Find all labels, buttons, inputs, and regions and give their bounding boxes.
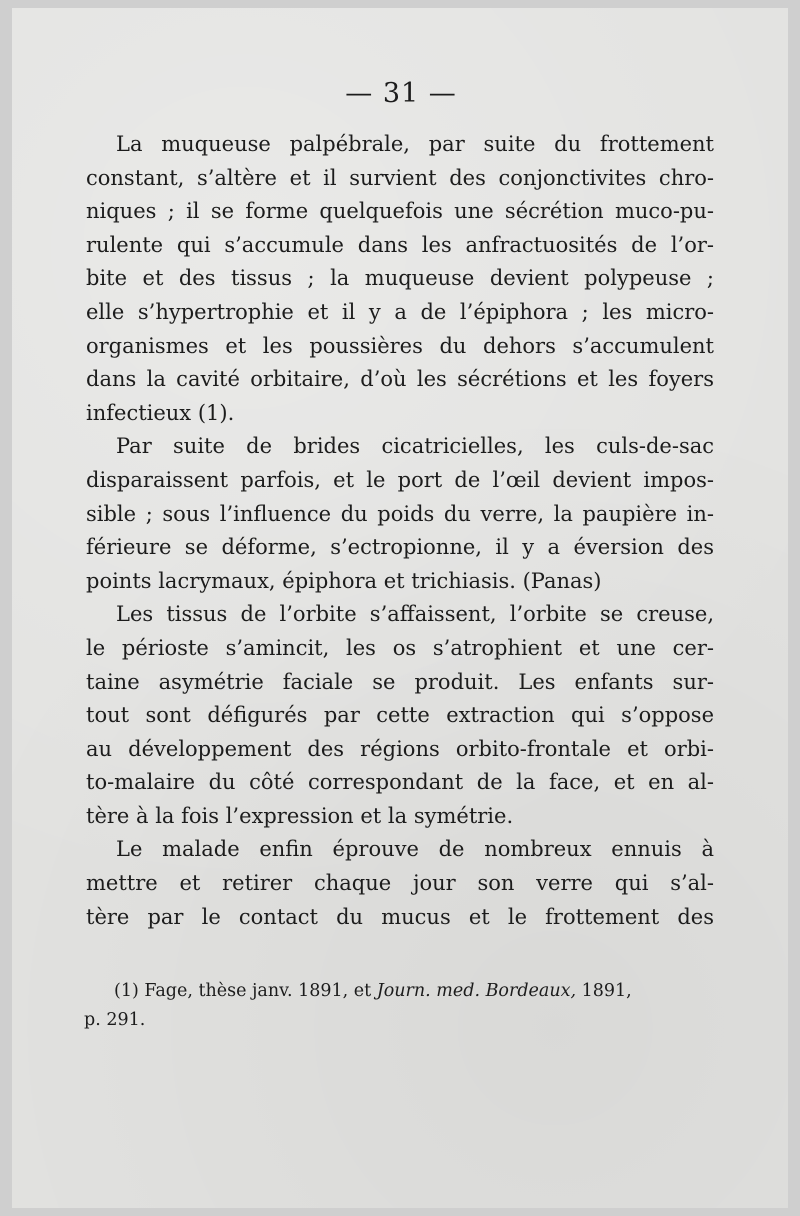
text-line: constant, s’altère et il survient des conjonctivites chro- [86, 165, 714, 190]
text-line: tère par le contact du mucus et le frottement des [86, 904, 714, 929]
text-line: Le malade enfin éprouve de nombreux ennuis à [116, 837, 714, 862]
footnote-journal: Journ. med. Bordeaux, [376, 981, 577, 1001]
paragraph-4 [86, 833, 714, 934]
text-line: bite et des tissus ; la muqueuse devient polypeuse ; [86, 266, 714, 291]
text-line: organismes et les poussières du dehors s’accumulent [86, 333, 714, 358]
footnote-line-1 [84, 977, 714, 1006]
text-line: elle s’hypertrophie et il y a de l’épiphora ; les micro- [86, 299, 714, 324]
text-line: au développement des régions orbito-frontale et orbi- [86, 736, 714, 761]
text-line: points lacrymaux, épiphora et trichiasis. (Panas) [86, 568, 602, 593]
paragraph-1 [86, 128, 714, 430]
page-number: — 31 — [345, 78, 457, 109]
text-line: dans la cavité orbitaire, d’où les sécrétions et les foyers [86, 367, 714, 392]
footnote-line-2: p. 291. [84, 1010, 146, 1030]
footnote [84, 977, 714, 1035]
text-line: Par suite de brides cicatricielles, les culs-de-sac [116, 434, 714, 459]
text-line: férieure se déforme, s’ectropionne, il y a éversion des [86, 535, 714, 560]
text-line: infectieux (1). [86, 400, 235, 425]
text-line: sible ; sous l’influence du poids du verre, la paupière in- [86, 501, 714, 526]
footnote-marker: (1) [114, 981, 139, 1001]
footnote-text: Fage, thèse janv. 1891, et [144, 981, 372, 1001]
text-line: Les tissus de l’orbite s’affaissent, l’orbite se creuse, [116, 602, 714, 627]
text-line: mettre et retirer chaque jour son verre qui s’al- [86, 871, 714, 896]
paragraph-2 [86, 430, 714, 598]
text-line: tout sont défigurés par cette extraction qui s’oppose [86, 703, 714, 728]
text-line: tère à la fois l’expression et la symétrie. [86, 803, 514, 828]
text-line: le périoste s’amincit, les os s’atrophient et une cer- [86, 635, 714, 660]
footnote-year: 1891, [581, 981, 632, 1001]
text-line: taine asymétrie faciale se produit. Les enfants sur- [86, 669, 714, 694]
text-line: La muqueuse palpébrale, par suite du frottement [116, 132, 714, 156]
text-line: niques ; il se forme quelquefois une sécrétion muco-pu- [86, 199, 714, 224]
paragraph-3 [86, 598, 714, 833]
text-line: to-malaire du côté correspondant de la face, et en al- [86, 770, 714, 795]
body-text [86, 128, 714, 934]
text-line: rulente qui s’accumule dans les anfractuosités de l’or- [86, 232, 714, 257]
text-line: disparaissent parfois, et le port de l’œil devient impos- [86, 467, 714, 492]
